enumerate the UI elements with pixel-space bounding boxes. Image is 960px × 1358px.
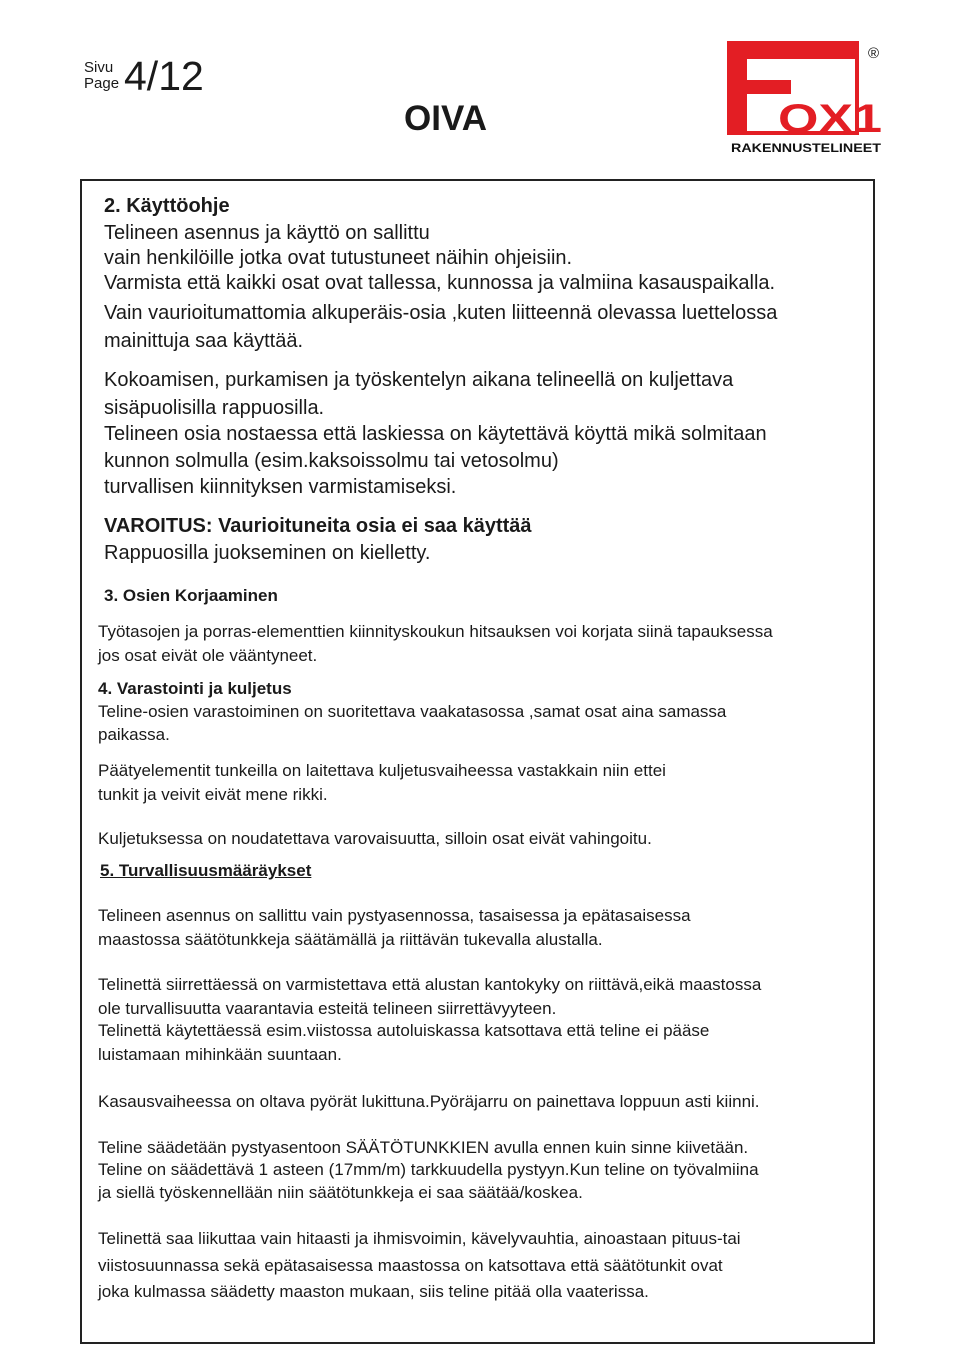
text-line: mainittuja saa käyttää.	[104, 330, 303, 352]
text-line: Työtasojen ja porras-elementtien kiinnityskoukun hitsauksen voi korjata siinä tapauksessa	[98, 622, 773, 641]
document-title: OIVA	[404, 99, 487, 138]
text-line: joka kulmassa säädetty maaston mukaan, siis teline pitää olla vaaterissa.	[98, 1282, 649, 1301]
text-line: Teline on säädettävä 1 asteen (17mm/m) tarkkuudella pystyyn.Kun teline on työvalmiina	[98, 1160, 759, 1179]
text-line: Teline säädetään pystyasentoon SÄÄTÖTUNKKIEN avulla ennen kuin sinne kiivetään.	[98, 1138, 749, 1157]
text-line: Kuljetuksessa on noudatettava varovaisuutta, silloin osat eivät vahingoitu.	[98, 829, 652, 848]
text-line: Telinettä saa liikuttaa vain hitaasti ja ihmisvoimin, kävelyvauhtia, ainoastaan pituus-tai	[98, 1229, 741, 1248]
text-line: Telineen osia nostaessa että laskiessa on käytettävä köyttä mikä solmitaan	[104, 423, 767, 445]
text-line: ja siellä työskennellään niin säätötunkkeja ei saa säätää/koskea.	[98, 1183, 583, 1202]
text-line: Vain vaurioitumattomia alkuperäis-osia ,kuten liitteennä olevassa luettelossa	[104, 302, 778, 324]
section-4-heading: 4. Varastointi ja kuljetus	[98, 679, 292, 698]
svg-text:OX1: OX1	[778, 97, 882, 141]
text-line: Telineen asennus on sallittu vain pystyasennossa, tasaisessa ja epätasaisessa	[98, 906, 691, 925]
text-line: Varmista että kaikki osat ovat tallessa, kunnossa ja valmiina kasauspaikalla.	[104, 272, 776, 294]
text-line: tunkit ja veivit eivät mene rikki.	[98, 785, 328, 804]
text-line: jos osat eivät ole vääntyneet.	[98, 646, 318, 665]
text-line: Telinettä siirrettäessä on varmistettava että alustan kantokyky on riittävä,eikä maastossa	[98, 975, 762, 994]
text-line: luistamaan mihinkään suuntaan.	[98, 1045, 342, 1064]
text-line: vain henkilöille jotka ovat tutustuneet näihin ohjeisiin.	[104, 247, 573, 269]
logo-subtitle: RAKENNUSTELINEET	[731, 141, 882, 155]
page-label-en: Page	[84, 75, 120, 92]
page-label-fi: Sivu	[84, 59, 114, 76]
text-line: Telinettä käytettäessä esim.viistossa autoluiskassa katsottava että teline ei pääse	[98, 1021, 710, 1040]
text-line: turvallisen kiinnityksen varmistamiseksi.	[104, 476, 457, 498]
page-number: 4/12	[124, 53, 204, 99]
section-3-heading: 3. Osien Korjaaminen	[104, 586, 278, 605]
warning-note: Rappuosilla juokseminen on kielletty.	[104, 542, 431, 564]
text-line: paikassa.	[98, 725, 170, 744]
section-2-heading: 2. Käyttöohje	[104, 195, 230, 217]
text-line: maastossa säätötunkkeja säätämällä ja riittävän tukevalla alustalla.	[98, 930, 603, 949]
text-line: Kasausvaiheessa on oltava pyörät lukittuna.Pyöräjarru on painettava loppuun asti kiinni.	[98, 1092, 760, 1111]
registered-mark: ®	[868, 45, 880, 62]
page-label	[84, 60, 119, 92]
warning-text: VAROITUS: Vaurioituneita osia ei saa käyttää	[104, 515, 532, 537]
text-line: Telineen asennus ja käyttö on sallittu	[104, 222, 430, 244]
text-line: ole turvallisuutta vaarantavia esteitä telineen siirrettävyyteen.	[98, 999, 557, 1018]
fox1-logo	[726, 40, 886, 158]
section-5-heading: 5. Turvallisuusmääräykset	[100, 861, 312, 880]
text-line: sisäpuolisilla rappuosilla.	[104, 397, 325, 419]
text-line: Kokoamisen, purkamisen ja työskentelyn aikana telineellä on kuljettava	[104, 369, 734, 391]
text-line: Päätyelementit tunkeilla on laitettava kuljetusvaiheessa vastakkain niin ettei	[98, 761, 666, 780]
text-line: kunnon solmulla (esim.kaksoissolmu tai vetosolmu)	[104, 450, 559, 472]
text-line: viistosuunnassa sekä epätasaisessa maastossa on katsottava että säätötunkit ovat	[98, 1256, 723, 1275]
text-line: Teline-osien varastoiminen on suoritettava vaakatasossa ,samat osat aina samassa	[98, 702, 727, 721]
